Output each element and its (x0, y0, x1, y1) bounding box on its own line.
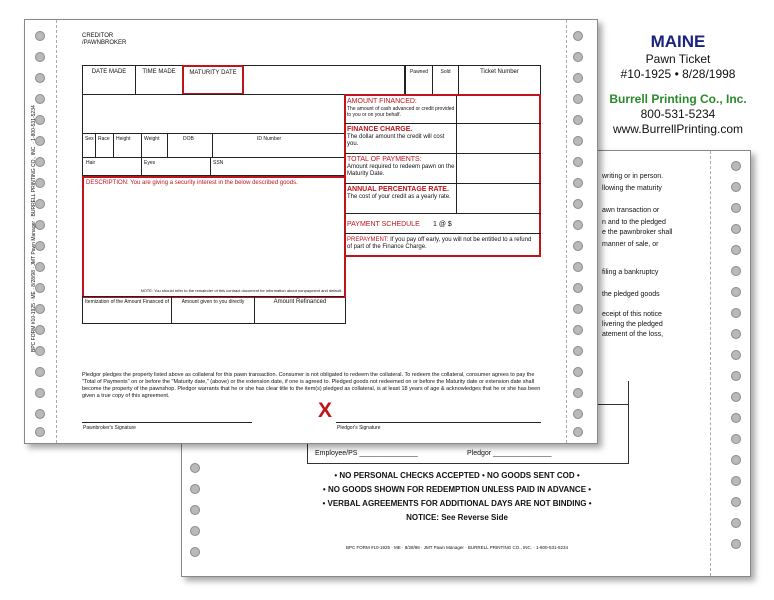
notices-block (222, 469, 692, 525)
divider (210, 157, 211, 176)
date-made-cell[interactable] (82, 65, 136, 95)
description-label: DESCRIPTION: You are giving a security interest in the below described goods. (86, 180, 298, 186)
red-connector (344, 256, 346, 298)
divider (141, 133, 142, 158)
total-payments-title: TOTAL OF PAYMENTS: (347, 156, 422, 163)
pledgor-line: Pledgor _______________ (467, 450, 552, 457)
back-text-line: manner of sale, or (602, 241, 659, 248)
description-box[interactable] (82, 176, 346, 298)
amount-financed-desc: The amount of cash advanced or credit provided to you or on your behalf. (347, 106, 455, 118)
form-number-date: #10-1925 • 8/28/1998 (620, 67, 736, 81)
itemization-cell[interactable] (82, 296, 172, 324)
side-info (598, 32, 758, 137)
creditor-label: CREDITOR /PAWNBROKER (82, 33, 127, 46)
ticket-number-label: Ticket Number (480, 69, 519, 75)
sold-cell[interactable] (432, 65, 459, 95)
pledgor-signature-line[interactable] (336, 422, 541, 423)
dob-label: DOB (183, 136, 194, 142)
apr-title: ANNUAL PERCENTAGE RATE. (347, 186, 449, 193)
date-made-label: DATE MADE (91, 69, 127, 75)
hair-label: Hair (86, 160, 96, 166)
finance-charge-desc: The dollar amount the credit will cost you. (347, 134, 445, 147)
amount-financed-section (347, 98, 455, 118)
divider (212, 133, 213, 158)
ticket-number-cell[interactable] (458, 65, 541, 95)
maturity-date-label: MATURITY DATE (189, 70, 237, 76)
back-text-line: llowing the maturity (602, 185, 662, 192)
prepayment-title: PREPAYMENT: (347, 237, 389, 243)
pawnbroker-signature-label: Pawnbroker's Signature (83, 425, 136, 431)
divider (345, 123, 541, 124)
front-side-code: BPC FORM #10-1925 · ME · 8/28/98 · JMT Pawn Manager · BURRELL PRINTING CO., INC. · 1-800-531-5234 (31, 105, 37, 352)
back-perforation (710, 151, 712, 576)
name-address-cell[interactable] (82, 94, 346, 134)
note-label: NOTE: You should refer to the remainder of this contract document for information about nonpayment and default. (140, 288, 342, 293)
company-phone: 800-531-5234 (640, 107, 716, 121)
back-text-line: awn transaction or (602, 207, 660, 214)
divider (167, 133, 168, 158)
front-sheet (24, 19, 598, 444)
pawnbroker-signature-line[interactable] (82, 422, 252, 423)
finance-charge-title: FINANCE CHARGE. (347, 126, 413, 133)
front-perforation-right (566, 20, 568, 443)
apr-section (347, 186, 455, 201)
amount-financed-title: AMOUNT FINANCED: (347, 98, 417, 105)
back-text-line: livering the pledged (602, 321, 663, 328)
amount-given-cell[interactable] (171, 296, 255, 324)
divider (82, 157, 346, 158)
height-label: Height (116, 136, 131, 142)
pledge-paragraph: Pledgor pledges the property listed above as collateral for this pawn transaction. Consumer is not obligated to redeem the collateral. To redeem the collateral, consumer agrees to pay the "Total of Payments" on or before the "Maturity date," (above) or the extension date, if one is agreed to. Pledged goods not redeemed on or before the Maturity date or extension date shall become the property of the pawnshop. Pledgor warrants that he or she has clear title to the item(s) pledged as collateral, is at least 18 years of age & acknowledges that he or she has been given a true copy of this agreement. (82, 372, 541, 399)
maturity-date-cell[interactable] (182, 65, 244, 95)
prepayment-section (347, 237, 537, 251)
notice-line: • VERBAL AGREEMENTS FOR ADDITIONAL DAYS ARE NOT BINDING • (322, 499, 592, 508)
payment-schedule-value: 1 @ $ (433, 221, 452, 228)
notice-line: • NO GOODS SHOWN FOR REDEMPTION UNLESS PAID IN ADVANCE • (322, 485, 592, 494)
divider (345, 213, 541, 214)
divider (95, 133, 96, 158)
total-payments-desc: Amount required to redeem pawn on the Maturity Date. (347, 164, 455, 177)
back-text-line: filing a bankruptcy (602, 269, 659, 276)
x-signature-mark: X (318, 399, 333, 422)
apr-desc: The cost of your credit as a yearly rate. (347, 194, 451, 200)
payment-schedule-label: PAYMENT SCHEDULE (347, 221, 420, 228)
amount-refinanced-cell[interactable] (254, 296, 346, 324)
back-text-line: eceipt of this notice (602, 311, 662, 318)
sold-label: Sold (440, 69, 451, 75)
sex-label: Sex (85, 136, 94, 142)
prepayment-desc: If you pay off early, you will not be entitled to a refund of part of the Finance Charge. (347, 237, 532, 250)
back-text-line: e the pawnbroker shall (602, 229, 673, 236)
itemization-label: Itemization of the Amount Financed of (85, 299, 169, 305)
divider (456, 96, 457, 213)
back-text-line: atement of the loss, (602, 331, 664, 338)
pawned-label: Pawned (409, 69, 429, 75)
front-perforation-left (56, 20, 58, 443)
form-name: Pawn Ticket (645, 52, 711, 66)
divider (141, 157, 142, 176)
ssn-label: SSN (213, 160, 224, 166)
time-made-cell[interactable] (135, 65, 183, 95)
back-footer-code: BPC FORM #10-1925 · ME · 8/28/98 · JMT Pawn Manager · BURRELL PRINTING CO., INC. · 1-800-531-5234 (345, 545, 569, 550)
divider (345, 153, 541, 154)
total-payments-section (347, 156, 455, 178)
notice-line: • NO PERSONAL CHECKS ACCEPTED • NO GOODS SENT COD • (334, 471, 580, 480)
weight-label: Weight (144, 136, 160, 142)
notice-line: NOTICE: See Reverse Side (406, 513, 508, 522)
pledgor-signature-label: Pledgor's Signature (337, 425, 381, 431)
finance-charge-section (347, 126, 455, 148)
pawned-cell[interactable] (405, 65, 433, 95)
divider (345, 183, 541, 184)
divider (113, 133, 114, 158)
amount-given-label: Amount given to you directly (181, 299, 245, 305)
company-website[interactable]: www.BurrellPrinting.com (612, 122, 744, 136)
amount-refinanced-label: Amount Refinanced (273, 299, 327, 305)
company-name: Burrell Printing Co., Inc. (609, 92, 747, 106)
time-made-label: TIME MADE (142, 69, 176, 75)
state-title: MAINE (650, 32, 706, 51)
employee-line: Employee/PS _______________ (315, 450, 418, 457)
back-text-line: the pledged goods (602, 291, 660, 298)
back-text-line: n and to the pledged (602, 219, 666, 226)
eyes-label: Eyes (144, 160, 156, 166)
race-label: Race (98, 136, 110, 142)
top-blank-cell (243, 65, 405, 95)
id-number-label: ID Number (257, 136, 282, 142)
back-text-line: writing or in person. (602, 173, 664, 180)
divider (345, 233, 541, 234)
